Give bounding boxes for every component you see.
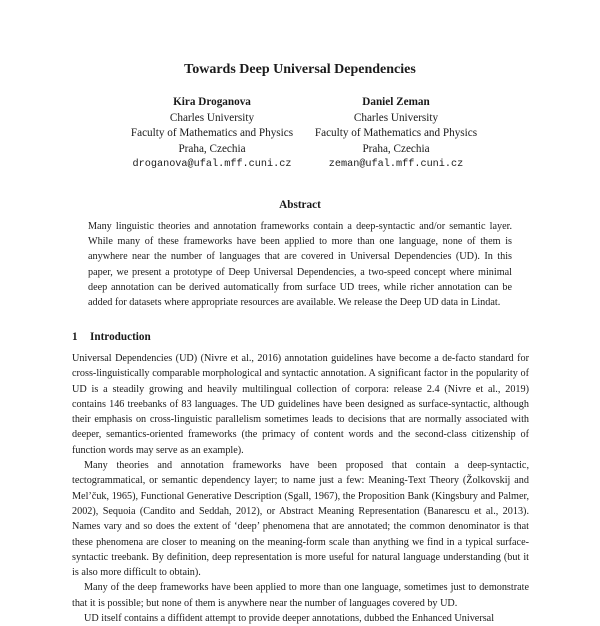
author-name: Kira Droganova (173, 96, 251, 108)
paragraph: Many theories and annotation frameworks have been proposed that contain a deep-syntactic, tectogrammatical, or semantic dependency layer; to name just a few: Meaning-Text Theory (Žolkovskij and Mel’čuk, 1965), Functional Generative Description (Sgall, 1967), the Proposition Bank (Kingsbury and Palmer, 2002), Sequoia (Candito and Seddah, 2012), or Abstract Meaning Representation (Banarescu et al., 2013). Names vary and so does the extent of ‘deep’ phenomena that are annotated; the common denominator is that these phenomena are closer to meaning on the meaning-form scale than anything we find in a typical surface-syntactic treebank. By definition, deep representation is more useful for natural language understanding (but it is also more difficult to obtain). (72, 460, 529, 579)
section-body (72, 351, 529, 626)
author-affiliation: Charles University (353, 111, 439, 124)
paragraph: Universal Dependencies (UD) (Nivre et al., 2016) annotation guidelines have become a de-facto standard for cross-linguistically comparable morphological and syntactic annotation. A significant factor in the popularity of UD is a steadily growing and heavily multilingual collection of corpora: release 2.4 (Nivre et al., 2019) contains 146 treebanks of 83 languages. The UD guidelines have been designed as surface-syntactic, although their emphasis on cross-linguistic parallelism sometimes leads to decisions that are normally associated with deeper, semantics-oriented frameworks (the primacy of content words and the second-class citizenship of function words may serve as an example). (72, 353, 529, 456)
paragraph: UD itself contains a diffident attempt to provide deeper annotations, dubbed the Enhanced Universal (84, 613, 495, 625)
author-location: Praha, Czechia (178, 142, 246, 155)
paper-title: Towards Deep Universal Dependencies (184, 62, 416, 77)
abstract-text: Many linguistic theories and annotation frameworks contain a deep-syntactic and/or semantic layer. While many of these frameworks have been applied to more than one language, none of them is anywhere near the number of languages that are covered in Universal Dependencies (UD). In this paper, we present a prototype of Deep Universal Dependencies, a two-speed concept where minimal deep annotation can be derived automatically from surface UD trees, while richer annotation can be added for datasets where appropriate resources are available. We release the Deep UD data in Lindat. (88, 221, 512, 309)
author-block-2 (296, 95, 496, 173)
section-number: 1 (72, 331, 78, 343)
author-location: Praha, Czechia (362, 142, 430, 155)
author-email: zeman@ufal.mff.cuni.cz (328, 159, 464, 170)
author-email: droganova@ufal.mff.cuni.cz (132, 159, 292, 170)
author-block-1 (112, 95, 312, 173)
author-department: Faculty of Mathematics and Physics (314, 127, 478, 139)
section-title: Introduction (90, 331, 151, 343)
author-name: Daniel Zeman (362, 96, 430, 108)
author-department: Faculty of Mathematics and Physics (130, 127, 294, 139)
abstract-heading: Abstract (279, 199, 321, 211)
section-heading (72, 331, 151, 343)
author-affiliation: Charles University (169, 111, 255, 124)
paragraph: Many of the deep frameworks have been applied to more than one language, sometimes just to demonstrate that it is possible; but none of them is anywhere near the number of languages covered by UD. (72, 582, 529, 609)
